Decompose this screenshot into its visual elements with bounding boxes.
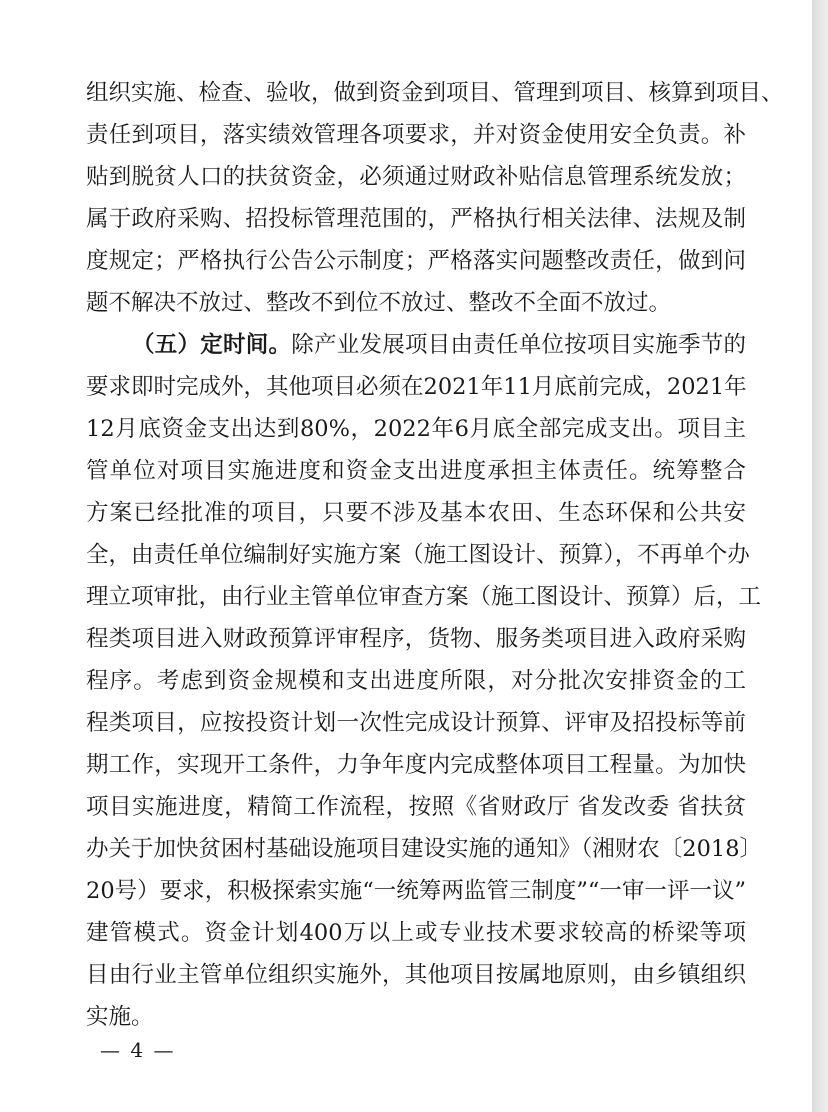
text-line: 目由行业主管单位组织实施外，其他项目按属地原则，由乡镇组织 (86, 962, 746, 988)
text-line: 建管模式。资金计划400万以上或专业技术要求较高的桥梁等项 (86, 920, 746, 946)
text-line: 程序。考虑到资金规模和支出进度所限，对分批次安排资金的工 (86, 668, 746, 694)
text-line: 贴到脱贫人口的扶贫资金，必须通过财政补贴信息管理系统发放； (86, 164, 746, 190)
text-line: 程类项目，应按投资计划一次性完成设计预算、评审及招投标等前 (86, 710, 746, 736)
text-line: 期工作，实现开工条件，力争年度内完成整体项目工程量。为加快 (86, 752, 746, 778)
text-line: 理立项审批，由行业主管单位审查方案（施工图设计、预算）后，工 (86, 584, 762, 610)
page-edge (812, 0, 828, 1112)
text-line: 全，由责任单位编制好实施方案（施工图设计、预算），不再单个办 (86, 542, 750, 568)
text-line: 12月底资金支出达到80%，2022年6月底全部完成支出。项目主 (86, 416, 746, 442)
text-line: 度规定；严格执行公告公示制度；严格落实问题整改责任，做到问 (86, 248, 746, 274)
section-first-line (86, 324, 746, 366)
text-line: 属于政府采购、招投标管理范围的，严格执行相关法律、法规及制 (86, 206, 746, 232)
text-line: 组织实施、检查、验收，做到资金到项目、管理到项目、核算到项目、 (86, 80, 784, 106)
text-line: 实施。 (86, 1004, 154, 1030)
text-line: 项目实施进度，精简工作流程，按照《省财政厅 省发改委 省扶贫 (86, 794, 746, 820)
document-body (86, 72, 784, 1038)
text-line: 办关于加快贫困村基础设施项目建设实施的通知》（湘财农〔2018〕 (86, 836, 763, 862)
text-line: 20号）要求，积极探索实施“一统筹两监管三制度”“一审一评一议” (86, 878, 746, 904)
text-line: 责任到项目，落实绩效管理各项要求，并对资金使用安全负责。补 (86, 122, 746, 148)
text-line: 方案已经批准的项目，只要不涉及基本农田、生态环保和公共安 (86, 500, 746, 526)
page-number: — 4 — (100, 1038, 176, 1062)
text-line: 要求即时完成外，其他项目必须在2021年11月底前完成，2021年 (86, 374, 747, 400)
text-line: 题不解决不放过、整改不到位不放过、整改不全面不放过。 (86, 290, 672, 316)
section-heading: （五）定时间。 (132, 332, 292, 358)
text-line: 管单位对项目实施进度和资金支出进度承担主体责任。统筹整合 (86, 458, 746, 484)
section-first-line-text: 除产业发展项目由责任单位按项目实施季节的 (291, 332, 746, 358)
text-line: 程类项目进入财政预算评审程序，货物、服务类项目进入政府采购 (86, 626, 746, 652)
